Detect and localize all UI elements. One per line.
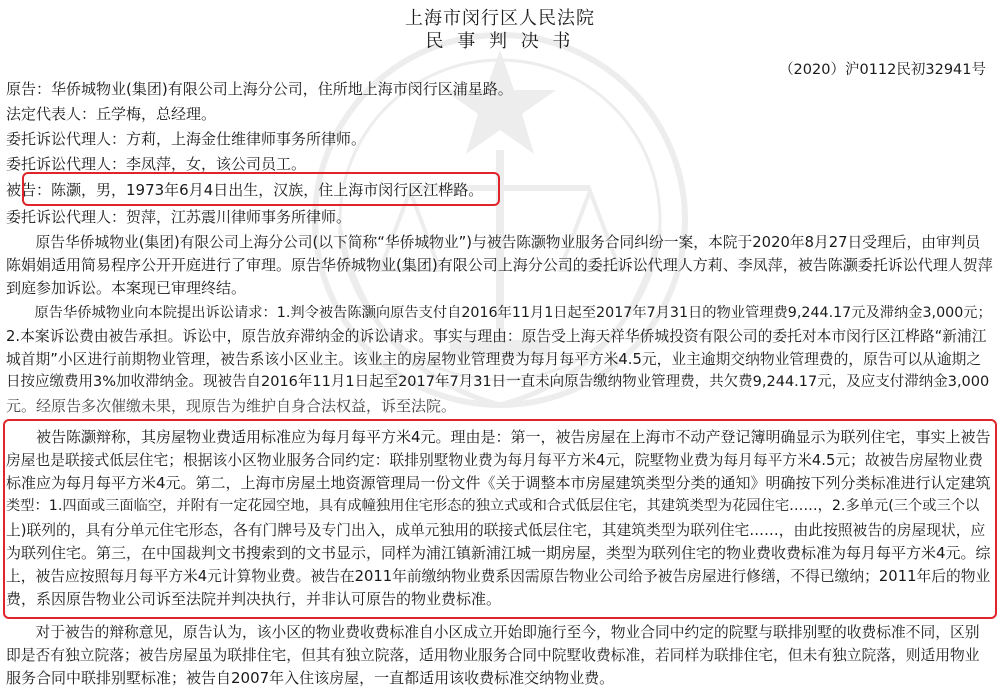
text-line: 到庭参加诉讼。本案现已审理终结。 <box>6 279 247 297</box>
document-type: 民 事 判 决 书 <box>425 31 575 52</box>
text-line: 上，被告应按照每月每平方米4元计算物业费。被告在2011年前缴纳物业费系因需原告物业公司给予被告房屋进行修缮，不得已缴纳；2011年后的物业 <box>6 568 991 585</box>
text-line: 陈娟娟适用简易程序公开开庭进行了审理。原告华侨城物业(集团)有限公司上海分公司的委托诉讼代理人方莉、李凤萍，被告陈灏委托诉讼代理人贺萍 <box>6 256 993 274</box>
text-line: 即是否有独立院落；被告房屋虽为联排住宅，但其有独立院落，适用物业服务合同中院墅收费标准，若同样为联排住宅，但未有独立院落，则适用物业 <box>6 647 980 664</box>
text-line: 城首期”小区进行前期物业管理，被告系该小区业主。该业主的房屋物业管理费为每月每平方米4.5元，业主逾期交纳物业管理费的，原告可以从逾期之 <box>6 351 982 368</box>
text-line: 服务合同中联排别墅标准；被告自2007年入住该房屋，一直都适用该收费标准交纳物业费。 <box>6 669 615 687</box>
text-line: 为联列住宅。第三，在中国裁判文书搜索到的文书显示，同样为浦江镇新浦江城一期房屋，类型为联列住宅的物业费收费标准为每月每平方米4元。综 <box>6 544 991 562</box>
defendant-agent-line: 委托诉讼代理人：贺萍，江苏震川律师事务所律师。 <box>6 208 352 226</box>
text-line: 原告华侨城物业(集团)有限公司上海分公司(以下简称“华侨城物业”)与被告陈灏物业服务合同纠纷一案，本院于2020年8月27日受理后，由审判员 <box>6 234 981 251</box>
case-number: （2020）沪0112民初32941号 <box>779 62 986 78</box>
agent-line-2: 委托诉讼代理人：李凤萍，女，该公司员工。 <box>6 155 307 173</box>
text-line: 日按应缴费用3%加收滞纳金。现被告自2016年11月1日起至2017年7月31日一直未向原告缴纳物业管理费，共欠费9,244.17元，及应支付滞纳金3,000 <box>6 374 990 390</box>
legal-rep-line: 法定代表人：丘学梅，总经理。 <box>6 105 217 123</box>
text-line: 标准应为每月每平方米4元。第二，上海市房屋土地资源管理局一份文件《关于调整本市房屋建筑类型分类的通知》明确按下列分类标准进行认定建筑 <box>6 474 991 492</box>
text-line: 上)联列的，具有分单元住宅形态，各有门牌号及专门出入，成单元独用的联接式低层住宅，其建筑类型为联列住宅……，由此按照被告的房屋现状，应 <box>6 522 986 539</box>
text-line: 被告陈灏辩称，其房屋物业费适用标准应为每月每平方米4元。理由是：第一，被告房屋在上海市不动产登记簿明确显示为联列住宅，事实上被告 <box>6 428 991 446</box>
court-name: 上海市闵行区人民法院 <box>405 8 595 29</box>
plaintiff-line: 原告：华侨城物业(集团)有限公司上海分公司，住所地上海市闵行区浦星路。 <box>6 80 513 98</box>
text-line: 费，系因原告物业公司诉至法院并判决执行，并非认可原告的物业费标准。 <box>6 590 502 608</box>
defendant-line: 被告：陈灏，男，1973年6月4日出生，汉族，住上海市闵行区江桦路。 <box>6 181 484 199</box>
text-line: 类型：1.四面或三面临空，并附有一定花园空地，具有成幢独用住宅形态的独立式或和合式低层住宅，其建筑类型为花园住宅……，2.多单元(三个或三个以 <box>6 498 980 514</box>
agent-line-1: 委托诉讼代理人：方莉，上海金仕维律师事务所律师。 <box>6 130 367 148</box>
text-line: 元。经原告多次催缴未果，现原告为维护自身合法权益，诉至法院。 <box>6 397 457 415</box>
text-line: 房屋也是联接式低层住宅；根据该小区物业服务合同约定：联排别墅物业费为每月每平方米4元，院墅物业费为每月每平方米4.5元；故被告房屋物业费 <box>6 452 983 469</box>
text-line: 对于被告的辩称意见，原告认为，该小区的物业费收费标准自小区成立开始即施行至今，物业合同中约定的院墅与联排别墅的收费标准不同，区别 <box>6 624 980 641</box>
text-line: 2.本案诉讼费由被告承担。诉讼中，原告放弃滞纳金的诉讼请求。事实与理由：原告受上海天祥华侨城投资有限公司的委托对本市闵行区江桦路“新浦江 <box>6 328 987 345</box>
text-line: 原告华侨城物业向本院提出诉讼请求：1.判令被告陈灏向原告支付自2016年11月1日起至2017年7月31日的物业管理费9,244.17元及滞纳金3,000元； <box>6 305 992 321</box>
